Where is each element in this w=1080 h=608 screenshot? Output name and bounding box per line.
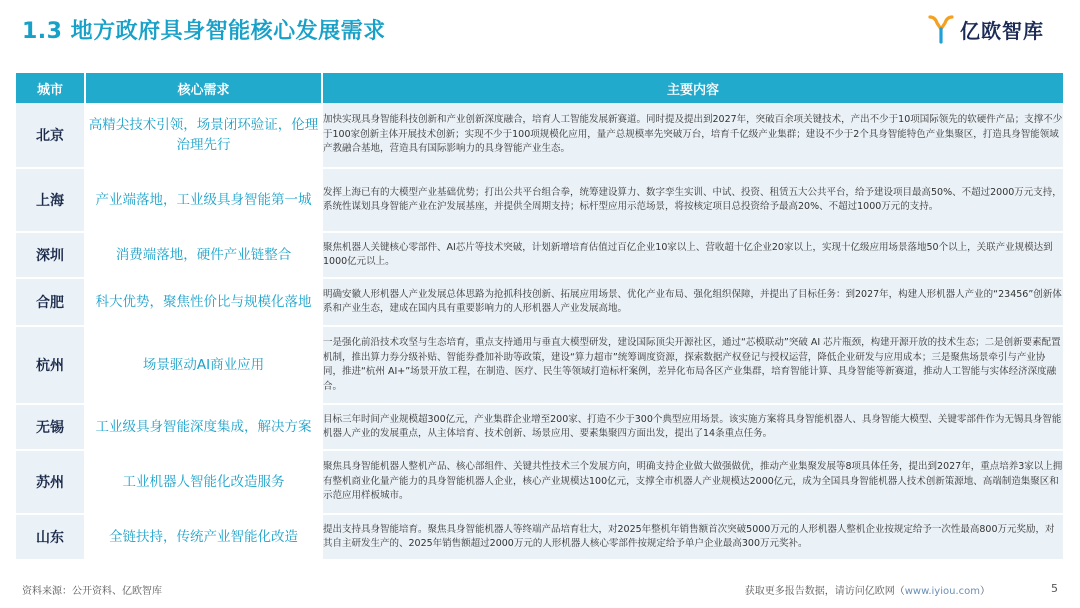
row-need: 全链扶持，传统产业智能化改造 — [86, 515, 323, 561]
row-content: 一是强化前沿技术攻坚与生态培育，重点支持通用与垂直大模型研发，建设国际顶尖开源社区，通过“芯模联动”突破 AI 芯片瓶颈，构建开源开放的技术生态；二是创新要素配置机制，推出算力券分级补贴、智能券叠加补助等政策，建设“算力超市”统筹调度资源，探索数据产权登记与授权运营，降低企业研发与应用成本；三是聚焦场景牵引与产业协同，推进“杭州 AI+”场景开放工程，在制造、医疗、民生等领域打造标杆案例，差异化布局各区产业集群，培育智能计算、具身智能等新赛道，推动人工智能与实体经济深度融合。 — [323, 327, 1063, 405]
page-number: 5 — [1051, 582, 1058, 595]
row-city: 合肥 — [16, 279, 86, 327]
row-need: 场景驱动AI商业应用 — [86, 327, 323, 405]
table-row — [16, 515, 1063, 561]
row-city: 无锡 — [16, 405, 86, 451]
page-title: 1.3 地方政府具身智能核心发展需求 — [22, 19, 386, 44]
col-header-city: 城市 — [16, 73, 86, 103]
table-row — [16, 103, 1063, 169]
row-content: 聚焦具身智能机器人整机产品、核心部组件、关键共性技术三个发展方向，明确支持企业做大做强做优，推动产业集聚发展等8项具体任务，提出到2027年，重点培养3家以上拥有整机商业化量产能力的具身智能机器人企业，核心产业规模达100亿元，支撑全市机器人产业规模达2000亿元，成为全国具身智能机器人技术创新策源地、高端制造集聚区和示范应用样板城市。 — [323, 451, 1063, 515]
row-need: 消费端落地，硬件产业链整合 — [86, 233, 323, 279]
table-row — [16, 279, 1063, 327]
row-content: 加快实现具身智能科技创新和产业创新深度融合，培育人工智能发展新赛道。同时提及提出到2027年，突破百余项关键技术，产出不少于10项国际领先的软硬件产品；支撑不少于100家创新主体开展技术创新；实现不少于100项规模化应用，量产总规模率先突破万台，培育千亿级产业集群；建设不少于2个具身智能特色产业集聚区，打造具身智能领域产教融合基地，营造具有国际影响力的具身智能产业生态。 — [323, 103, 1063, 169]
yiou-logo-icon — [928, 14, 954, 44]
row-content: 明确安徽人形机器人产业发展总体思路为抢抓科技创新、拓展应用场景、优化产业布局、强化组织保障，并提出了目标任务：到2027年，构建人形机器人产业的“23456”创新体系和产业生态，建成在国内具有重要影响力的人形机器人产业发展高地。 — [323, 279, 1063, 327]
row-content: 聚焦机器人关键核心零部件、AI芯片等技术突破，计划新增培育估值过百亿企业10家以上、营收超十亿企业20家以上，实现十亿级应用场景落地50个以上，关联产业规模达到1000亿元以上。 — [323, 233, 1063, 279]
logo — [928, 14, 1044, 44]
table-row — [16, 233, 1063, 279]
table-row — [16, 169, 1063, 233]
row-content: 目标三年时间产业规模超300亿元，产业集群企业增至200家、打造不少于300个典型应用场景。该实施方案将具身智能机器人、具身智能大模型、关键零部件作为无锡具身智能机器人产业的发展重点，从主体培育、技术创新、场景应用、要素集聚四方面出发，提出了14条重点任务。 — [323, 405, 1063, 451]
table-header-row — [16, 73, 1063, 103]
row-content: 提出支持具身智能培育。聚焦具身智能机器人等终端产品培育壮大，对2025年整机年销售额首次突破5000万元的人形机器人整机企业按规定给予一次性最高800万元奖励，对其自主研发生产的、2025年销售额超过2000万元的人形机器人核心零部件按规定给予单户企业最高300万元奖补。 — [323, 515, 1063, 561]
source-note: 资料来源：公开资料、亿欧智库 — [22, 586, 162, 597]
row-need: 科大优势，聚焦性价比与规模化落地 — [86, 279, 323, 327]
table-row — [16, 451, 1063, 515]
website-link[interactable]: www.iyiou.com — [904, 586, 980, 597]
table-row — [16, 405, 1063, 451]
row-content: 发挥上海已有的大模型产业基础优势；打出公共平台组合拳，统筹建设算力、数字孪生实训、中试、投资、租赁五大公共平台，给予建设项目最高50%、不超过2000万元支持，系统性谋划具身智能产业在沪发展基座，并提供全周期支持；标杆型应用示范场景，将按核定项目总投资给予最高20%、不超过1000万元的支持。 — [323, 169, 1063, 233]
row-city: 上海 — [16, 169, 86, 233]
more-info-prefix: 获取更多报告数据，请访问亿欧网（ — [744, 586, 905, 597]
more-info-suffix: ） — [980, 586, 990, 597]
row-need: 产业端落地，工业级具身智能第一城 — [86, 169, 323, 233]
row-need: 工业机器人智能化改造服务 — [86, 451, 323, 515]
table-row — [16, 327, 1063, 405]
more-info-note — [745, 582, 990, 597]
row-need: 高精尖技术引领，场景闭环验证，伦理治理先行 — [86, 103, 323, 169]
row-city: 深圳 — [16, 233, 86, 279]
row-city: 山东 — [16, 515, 86, 561]
demand-table — [16, 73, 1063, 561]
row-city: 北京 — [16, 103, 86, 169]
col-header-content: 主要内容 — [323, 73, 1063, 103]
row-city: 苏州 — [16, 451, 86, 515]
col-header-need: 核心需求 — [86, 73, 323, 103]
logo-text: 亿欧智库 — [960, 18, 1044, 43]
row-city: 杭州 — [16, 327, 86, 405]
row-need: 工业级具身智能深度集成，解决方案 — [86, 405, 323, 451]
